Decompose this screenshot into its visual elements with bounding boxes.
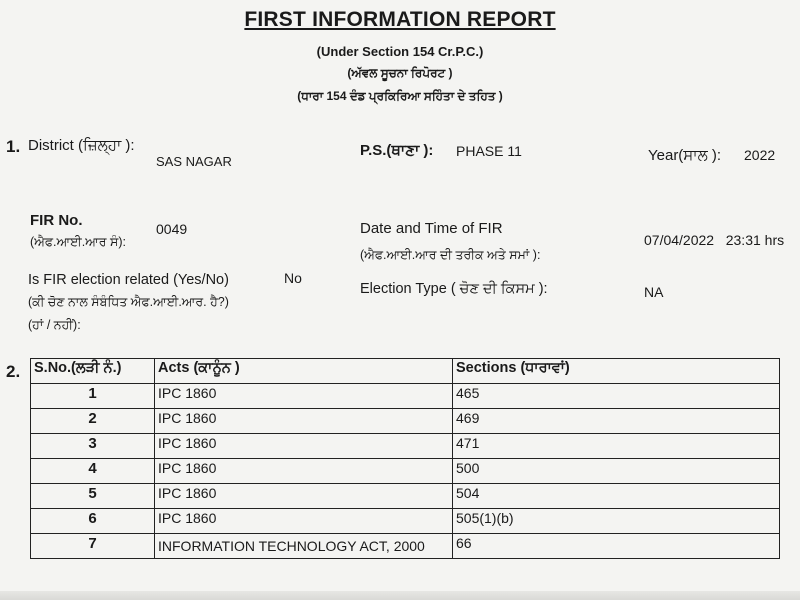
table-row <box>31 409 780 434</box>
acts-column-header: Acts (ਕਾਨੂੰਨ ) <box>155 359 453 384</box>
table-row <box>31 434 780 459</box>
section-cell: 465 <box>453 384 780 409</box>
year-value: 2022 <box>744 147 776 163</box>
fir-no-label: FIR No. <box>30 212 83 229</box>
section-cell: 471 <box>453 434 780 459</box>
election-type-value: NA <box>644 284 664 300</box>
fir-no-value: 0049 <box>156 221 188 237</box>
section-cell: 505(1)(b) <box>453 509 780 534</box>
ps-value: PHASE 11 <box>456 143 522 159</box>
table-row <box>31 534 780 559</box>
datetime-label: Date and Time of FIR <box>360 220 503 237</box>
table-row <box>31 509 780 534</box>
sno-cell: 4 <box>31 459 155 484</box>
table-row <box>31 459 780 484</box>
section-cell: 469 <box>453 409 780 434</box>
act-cell: IPC 1860 <box>155 459 453 484</box>
section-number-2: 2. <box>6 362 21 381</box>
election-related-value: No <box>284 270 302 286</box>
table-header-row <box>31 359 780 384</box>
section-cell: 66 <box>453 534 780 559</box>
table-row <box>31 484 780 509</box>
sno-cell: 2 <box>31 409 155 434</box>
act-cell: IPC 1860 <box>155 484 453 509</box>
cropped-bottom-edge <box>0 591 800 600</box>
sno-cell: 6 <box>31 509 155 534</box>
act-cell: IPC 1860 <box>155 409 453 434</box>
election-related-label-punjabi: (ਕੀ ਚੋਣ ਨਾਲ ਸੰਬੰਧਿਤ ਐਫ.ਆਈ.ਆਰ. ਹੈ?) <box>28 295 229 309</box>
section-cell: 500 <box>453 459 780 484</box>
election-related-label-punjabi-2: (ਹਾਂ / ਨਹੀਂ): <box>28 318 81 332</box>
datetime-value: 07/04/2022 23:31 hrs <box>644 232 785 248</box>
subtitle-punjabi-section: (ਧਾਰਾ 154 ਦੰਡ ਪ੍ਰਕਿਰਿਆ ਸਹਿੰਤਾ ਦੇ ਤਹਿਤ ) <box>297 89 503 103</box>
section-cell: 504 <box>453 484 780 509</box>
district-label: District (ਜ਼ਿਲ੍ਹਾ ): <box>28 137 135 154</box>
election-related-label: Is FIR election related (Yes/No) <box>28 272 229 288</box>
sno-cell: 5 <box>31 484 155 509</box>
sno-cell: 3 <box>31 434 155 459</box>
sno-cell: 7 <box>31 534 155 559</box>
sno-cell: 1 <box>31 384 155 409</box>
district-value: SAS NAGAR <box>156 154 232 169</box>
section-number-1: 1. <box>6 137 21 156</box>
year-label: Year(ਸਾਲ ): <box>648 147 722 164</box>
sections-column-header: Sections (ਧਾਰਾਵਾਂ) <box>453 359 780 384</box>
page-title: FIRST INFORMATION REPORT <box>244 8 556 31</box>
fir-no-label-punjabi: (ਐਫ.ਆਈ.ਆਰ ਸੰ): <box>30 235 126 249</box>
subtitle-punjabi: (ਅੱਵਲ ਸੂਚਨਾ ਰਿਪੋਰਟ ) <box>347 66 453 80</box>
act-cell: IPC 1860 <box>155 384 453 409</box>
election-type-label: Election Type ( ਚੋਣ ਦੀ ਕਿਸਮ ): <box>360 281 548 297</box>
sno-column-header: S.No.(ਲੜੀ ਨੰ.) <box>31 359 155 384</box>
act-cell: IPC 1860 <box>155 434 453 459</box>
datetime-label-punjabi: (ਐਫ.ਆਈ.ਆਰ ਦੀ ਤਰੀਕ ਅਤੇ ਸਮਾਂ ): <box>360 248 541 262</box>
act-cell: IPC 1860 <box>155 509 453 534</box>
act-cell: INFORMATION TECHNOLOGY ACT, 2000 <box>155 534 453 559</box>
table-row <box>31 384 780 409</box>
ps-label: P.S.(ਥਾਣਾ ): <box>360 142 434 159</box>
acts-sections-table <box>30 358 780 559</box>
subtitle-english: (Under Section 154 Cr.P.C.) <box>316 44 484 59</box>
